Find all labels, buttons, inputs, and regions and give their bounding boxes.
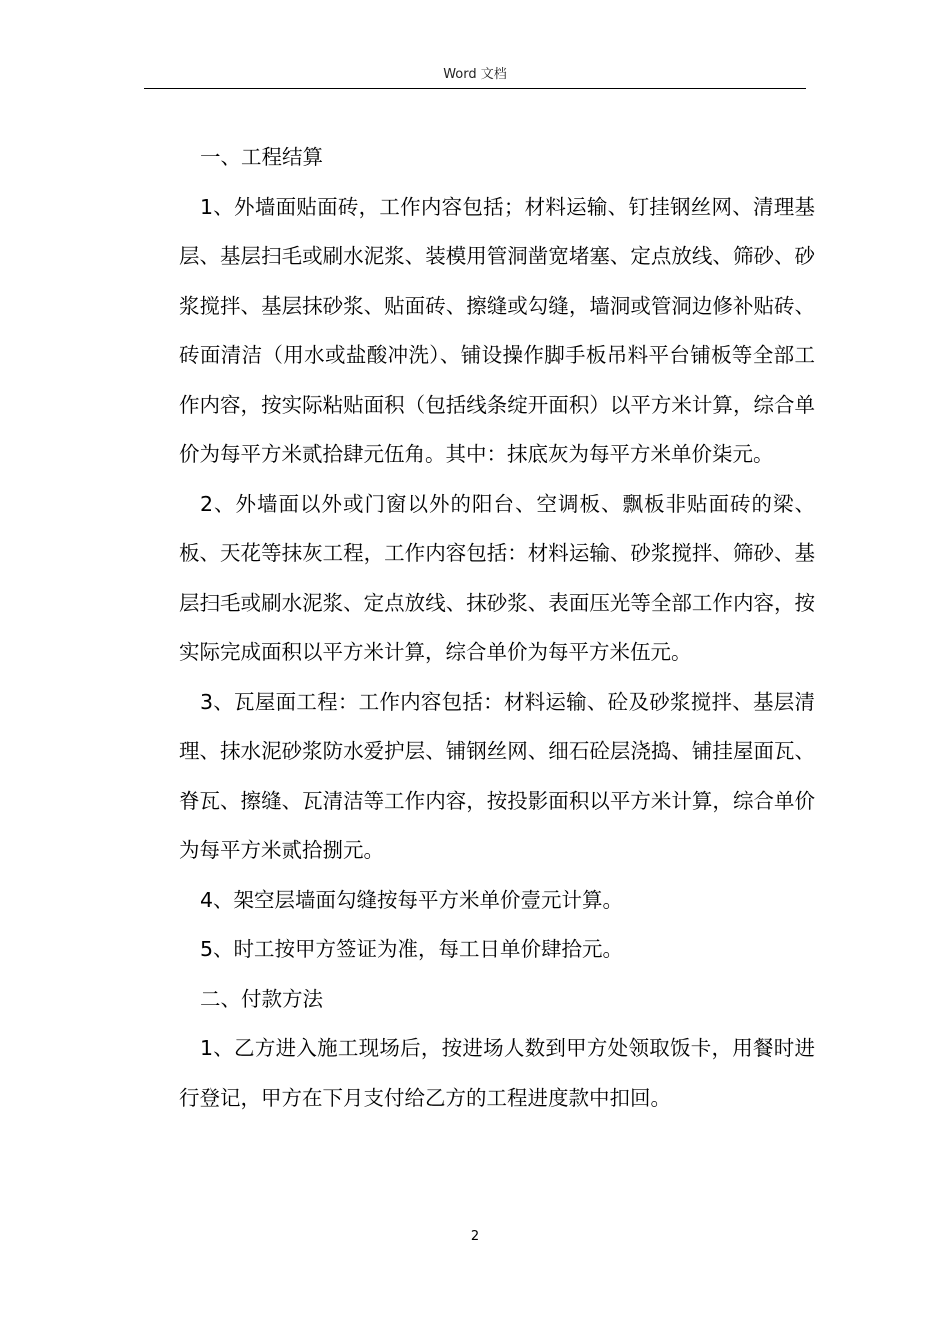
header-divider [144,88,806,89]
document-body [179,133,815,1123]
page-number: 2 [470,1229,480,1244]
clause-tile-roof: 3、瓦屋面工程：工作内容包括：材料运输、砼及砂浆搅拌、基层清理、抹水泥砂浆防水爱护层、铺钢丝网、细石砼层浇捣、铺挂屋面瓦、脊瓦、擦缝、瓦清洁等工作内容，按投影面积以平方米计算，综合单价为每平方米贰拾捌元。 [179,689,815,862]
page-header: Word 文档 [443,67,507,82]
section-heading-settlement: 一、工程结算 [200,145,323,169]
section-heading-payment: 二、付款方法 [200,986,323,1011]
clause-pointing: 4、架空层墙面勾缝按每平方米单价壹元计算。 [200,887,624,912]
clause-exterior-tiles: 1、外墙面贴面砖，工作内容包括；材料运输、钉挂钢丝网、清理基层、基层扫毛或刷水泥浆、装模用管洞凿宽堵塞、定点放线、筛砂、砂浆搅拌、基层抹砂浆、贴面砖、擦缝或勾缝，墙洞或管洞边修补贴砖、砖面清洁（用水或盐酸冲洗）、铺设操作脚手板吊料平台铺板等全部工作内容，按实际粘贴面积（包括线条绽开面积）以平方米计算，综合单价为每平方米贰拾肆元伍角。其中：抹底灰为每平方米单价柒元。 [179,194,815,466]
clause-hourly-labor: 5、时工按甲方签证为准，每工日单价肆拾元。 [200,937,624,961]
clause-meal-card: 1、乙方进入施工现场后，按进场人数到甲方处领取饭卡，用餐时进行登记，甲方在下月支付给乙方的工程进度款中扣回。 [179,1036,815,1110]
clause-plastering: 2、外墙面以外或门窗以外的阳台、空调板、飘板非贴面砖的梁、板、天花等抹灰工程，工作内容包括：材料运输、砂浆搅拌、筛砂、基层扫毛或刷水泥浆、定点放线、抹砂浆、表面压光等全部工作内容，按实际完成面积以平方米计算，综合单价为每平方米伍元。 [179,491,815,664]
